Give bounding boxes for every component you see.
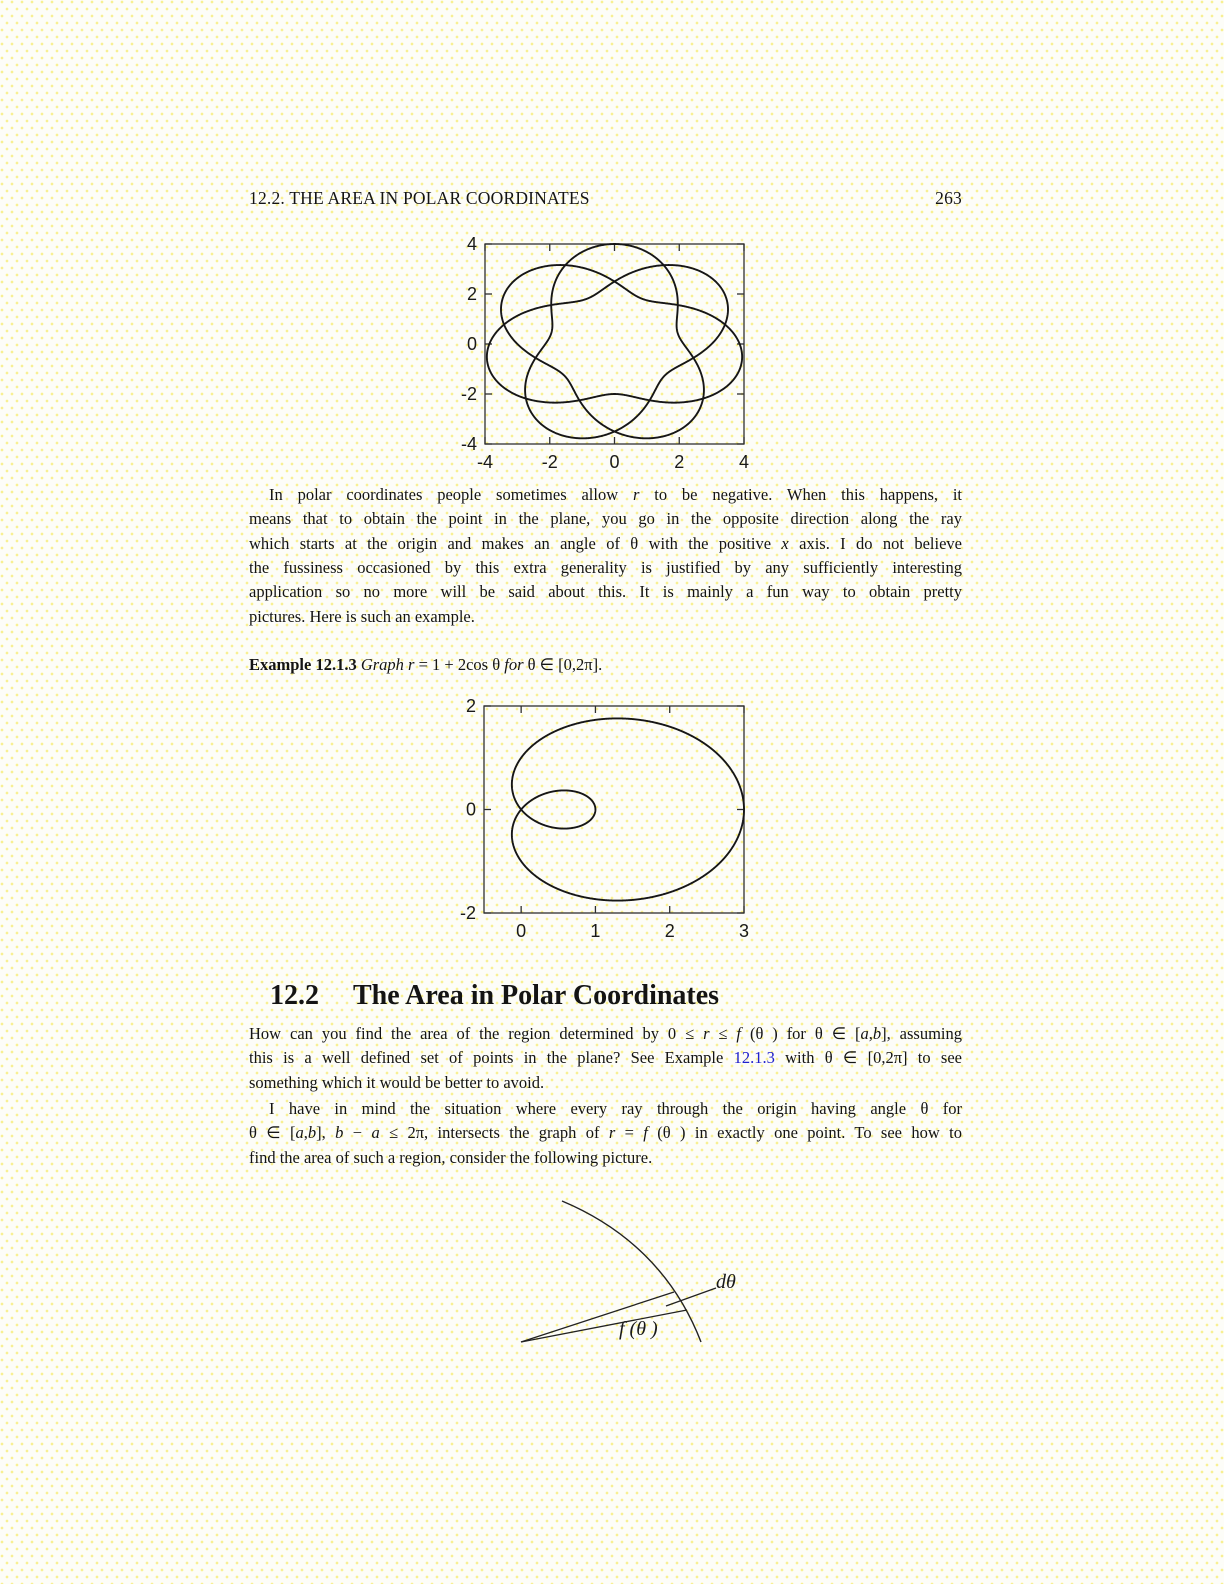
- text-line: [249, 1046, 962, 1070]
- text-run: b: [872, 1024, 882, 1043]
- text-run: f: [736, 1024, 742, 1043]
- text-line: [249, 580, 962, 604]
- text-run: to be negative. When this happens, it: [639, 485, 962, 504]
- running-header: [249, 188, 962, 209]
- text-run: ],: [316, 1123, 336, 1143]
- text-run: ], assuming: [881, 1024, 962, 1043]
- text-run: r: [632, 485, 640, 504]
- text-run: ≤ 2π, intersects the graph of: [379, 1123, 609, 1143]
- plot-svg: [420, 694, 780, 954]
- text-run: with θ ∈ [0,2π] to see: [774, 1048, 962, 1068]
- text-run: I have in mind the situation where every ray through the origin having angle θ for: [269, 1099, 962, 1118]
- y-tick-label: 0: [466, 334, 477, 354]
- text-run: θ ∈ [: [249, 1123, 296, 1143]
- section-heading: [270, 980, 719, 1012]
- text-run: a: [371, 1123, 380, 1143]
- y-tick-label: -2: [460, 384, 477, 404]
- figure-limacon-plot: [420, 694, 780, 954]
- text-line: [249, 1071, 962, 1095]
- ftheta-label: f (θ ): [619, 1318, 658, 1340]
- text-line: [249, 1146, 962, 1170]
- x-tick-label: 0: [609, 452, 620, 472]
- y-tick-label: 0: [465, 799, 476, 820]
- area-wedge-diagram: [500, 1185, 820, 1360]
- plot-svg: [420, 230, 780, 486]
- example-ref-link[interactable]: 12.1.3: [733, 1048, 775, 1068]
- text-run: find the area of such a region, consider the following picture.: [249, 1147, 653, 1167]
- text-run: (θ ) for θ ∈ [: [741, 1024, 861, 1043]
- text-line: [249, 605, 962, 629]
- y-tick-label: 2: [466, 284, 477, 304]
- text-line: [249, 1022, 962, 1046]
- polar-curve: [487, 244, 742, 438]
- text-run: application so no more will be said about this. It is mainly a fun way to obtain pretty: [249, 582, 962, 602]
- text-line: [249, 556, 962, 580]
- text-run: How can you find the area of the region determined by 0 ≤: [249, 1024, 704, 1043]
- text-run: f: [643, 1123, 648, 1143]
- x-tick-label: 1: [590, 921, 601, 941]
- text-run: In polar coordinates people sometimes allow: [269, 485, 633, 504]
- x-tick-label: -4: [476, 452, 494, 472]
- text-run: the fussiness occasioned by this extra generality is justified by any sufficiently interesting: [249, 557, 962, 577]
- text-run: this is a well defined set of points in the plane? See Example: [249, 1048, 734, 1068]
- text-line: [249, 507, 962, 531]
- text-run: (θ ) in exactly one point. To see how to: [647, 1123, 962, 1143]
- y-tick-label: -2: [459, 903, 476, 923]
- section-title: The Area in Polar Coordinates: [353, 980, 720, 1011]
- text-line: [249, 1097, 962, 1121]
- text-run: axis. I do not believe: [788, 533, 962, 553]
- text-run: r: [703, 1024, 710, 1043]
- polar-curve: [512, 718, 744, 900]
- text-run: =: [615, 1123, 644, 1143]
- dtheta-leader-line: [666, 1288, 716, 1306]
- running-header-title: 12.2. THE AREA IN POLAR COORDINATES: [249, 188, 590, 208]
- text-run: Example 12.1.3: [249, 655, 357, 674]
- text-run: a: [295, 1123, 304, 1143]
- x-tick-label: 3: [738, 921, 750, 941]
- section-number: 12.2: [270, 980, 319, 1011]
- text-run: Graph r: [360, 655, 415, 674]
- wedge-diagram-svg: [500, 1185, 820, 1360]
- text-line: [249, 532, 962, 556]
- page-number: 263: [935, 188, 962, 208]
- plot-frame: [484, 706, 744, 913]
- x-tick-label: -2: [541, 452, 558, 472]
- text-run: something which it would be better to avoid.: [249, 1072, 545, 1092]
- text-run: a: [860, 1024, 869, 1043]
- text-run: = 1 + 2cos θ: [414, 655, 505, 674]
- paragraph-negative-r: [249, 483, 962, 629]
- text-run: θ ∈ [0,2π].: [523, 655, 603, 674]
- y-tick-label: -4: [460, 434, 477, 454]
- x-tick-label: 0: [516, 921, 527, 941]
- text-run: means that to obtain the point in the plane, you go in the opposite direction along the ray: [249, 509, 962, 529]
- example-12-1-3-statement: [249, 655, 962, 675]
- text-run: which starts at the origin and makes an angle of θ with the positive: [249, 533, 782, 553]
- y-tick-label: 2: [465, 696, 476, 716]
- paragraph-ray-situation: [249, 1097, 962, 1170]
- text-run: x: [781, 533, 789, 553]
- text-run: for: [504, 655, 524, 674]
- text-line: [249, 483, 962, 507]
- dtheta-label: dθ: [716, 1271, 736, 1293]
- text-line: [249, 1121, 962, 1145]
- text-run: pictures. Here is such an example.: [249, 606, 475, 626]
- paragraph-area-question: [249, 1022, 962, 1095]
- text-run: ≤: [709, 1024, 737, 1043]
- text-run: ,: [868, 1024, 873, 1043]
- x-tick-label: 2: [664, 921, 675, 941]
- x-tick-label: 2: [674, 452, 685, 472]
- text-run: −: [343, 1123, 372, 1143]
- text-run: ,: [303, 1123, 308, 1143]
- text-run: b: [307, 1123, 317, 1143]
- text-run: r: [608, 1123, 616, 1143]
- text-run: b: [335, 1123, 344, 1143]
- y-tick-label: 4: [466, 234, 477, 254]
- x-tick-label: 4: [738, 452, 750, 472]
- figure-polar-rosette-plot: [420, 230, 780, 486]
